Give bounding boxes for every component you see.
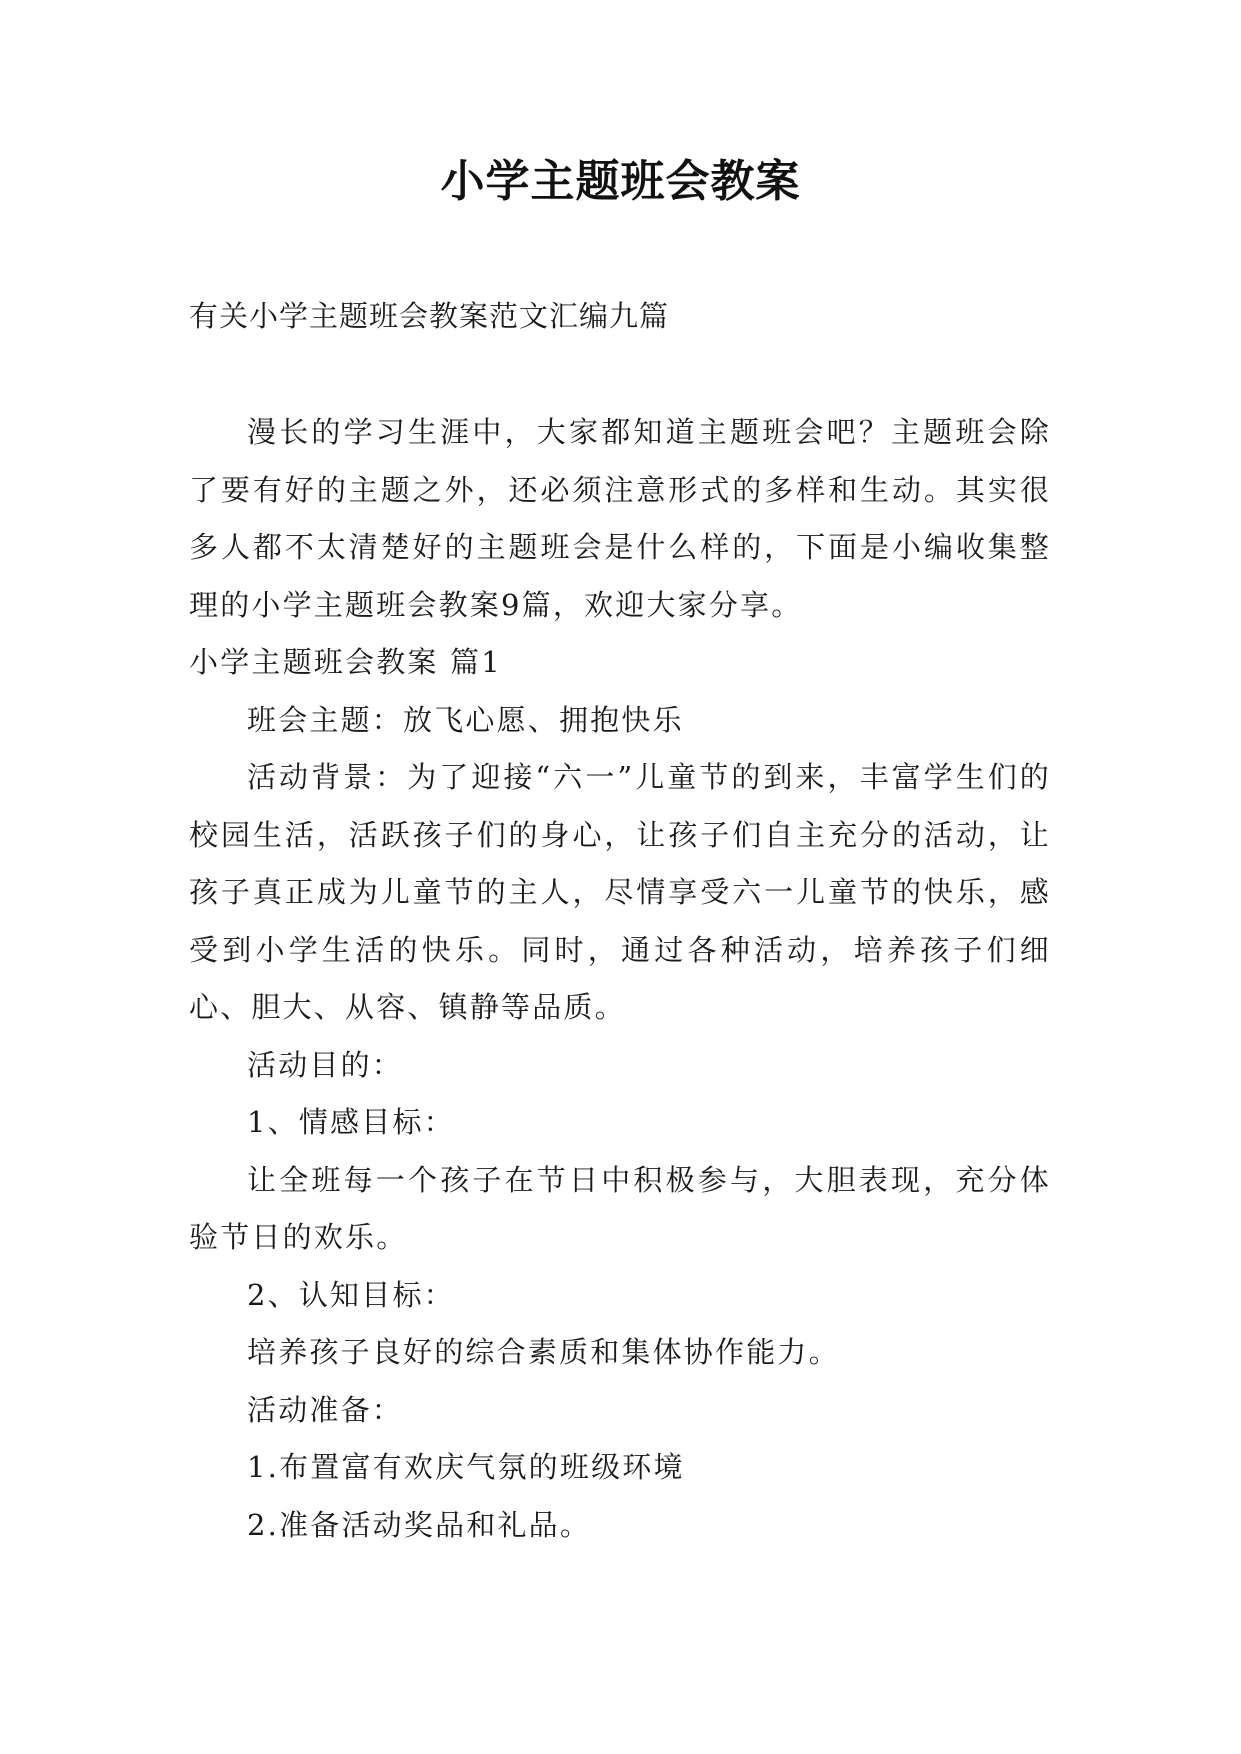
class-meeting-theme: 班会主题：放飞心愿、拥抱快乐 bbox=[247, 702, 684, 737]
document-body bbox=[189, 404, 1051, 1554]
activity-background: 活动背景：为了迎接“六一”儿童节的到来，丰富学生们的校园生活，活跃孩子们的身心，让孩子们自主充分的活动，让孩子真正成为儿童节的主人，尽情享受六一儿童节的快乐，感受到小学生活的快乐。同时，通过各种活动，培养孩子们细心、胆大、从容、镇静等品质。 bbox=[189, 760, 1051, 1024]
emotional-goal-heading: 1、情感目标： bbox=[247, 1105, 455, 1139]
cognitive-goal-heading: 2、认知目标： bbox=[247, 1277, 455, 1312]
emotional-goal-text: 让全班每一个孩子在节日中积极参与，大胆表现，充分体验节日的欢乐。 bbox=[189, 1162, 1051, 1254]
preparation-item-1: 1.布置富有欢庆气氛的班级环境 bbox=[247, 1450, 685, 1484]
document-subtitle: 有关小学主题班会教案范文汇编九篇 bbox=[189, 299, 670, 333]
cognitive-goal-text: 培养孩子良好的综合素质和集体协作能力。 bbox=[247, 1335, 840, 1369]
intro-paragraph: 漫长的学习生涯中，大家都知道主题班会吧？主题班会除了要有好的主题之外，还必须注意形式的多样和生动。其实很多人都不太清楚好的主题班会是什么样的，下面是小编收集整理的小学主题班会教案9篇，欢迎大家分享。 bbox=[189, 415, 1051, 622]
document-title: 小学主题班会教案 bbox=[440, 156, 801, 207]
preparation-item-2: 2.准备活动奖品和礼品。 bbox=[247, 1507, 592, 1542]
activity-preparation-heading: 活动准备： bbox=[247, 1392, 404, 1427]
activity-purpose-heading: 活动目的： bbox=[247, 1047, 404, 1082]
section-heading-lesson-1: 小学主题班会教案 篇1 bbox=[189, 645, 502, 679]
